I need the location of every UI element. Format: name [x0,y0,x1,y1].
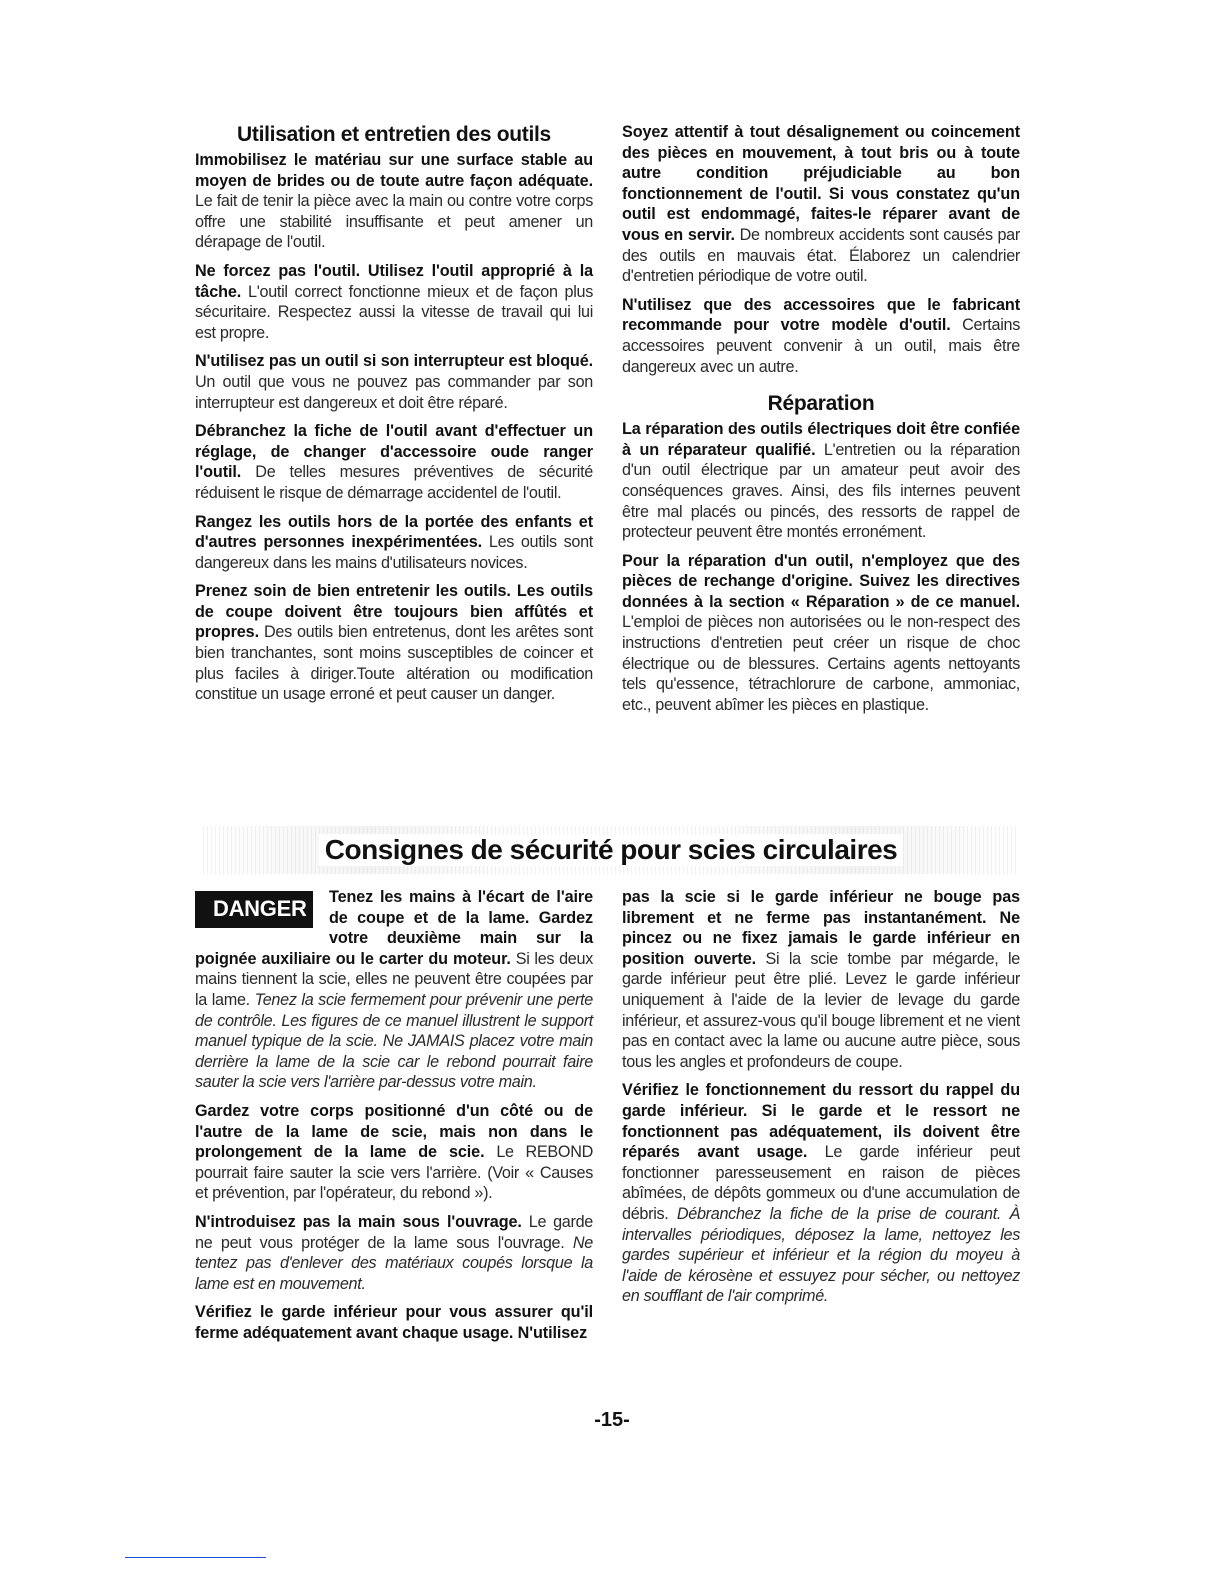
paragraph-keep-hands-clear: DANGER Tenez les mains à l'écart de l'aire de coupe et de la lame. Gardez votre deuxième main sur la poignée auxiliaire ou le carter du moteur. Si les deux mains tiennent la scie, elles ne peuvent être coupées par la lame. Tenez la scie fermement pour prévenir une perte de contrôle. Les figures de ce manuel illustrent le support manuel typique de la scie. Ne JAMAIS placez votre main derrière la lame de la scie car le rebond pourrait faire sauter la scie vers l'arrière par-dessus votre main. [195,888,594,1092]
danger-label-wrap [195,891,313,928]
tools-care-column-left [195,122,593,713]
paragraph-qualified-repair: La réparation des outils électriques doit être confiée à un réparateur qualifié. L'entretien ou la réparation d'un outil électrique par un amateur peut avoir des conséquences graves. Ainsi, des fils internes peuvent être mal placés ou pincés, des ressorts de rappel de protecteur peuvent être montés erronément. [622,420,1020,542]
paragraph-check-lower-guard-continued: pas la scie si le garde inférieur ne bouge pas librement et ne ferme pas instantanément. Ne pincez ou ne fixez jamais le garde inférieur en position ouverte. Si la scie tombe par mégarde, le garde inférieur peut être plié. Levez le garde inférieur uniquement à l'aide de la levier de levage du garde inférieur, et assurez-vous qu'il bouge librement et ne vient pas en contact avec la lame ou aucune autre pièce, sous tous les angles et profondeurs de coupe. [622,888,1020,1071]
page-number: -15- [594,1409,630,1431]
section-banner [203,826,1019,874]
paragraph-immobilize: Immobilisez le matériau sur une surface stable au moyen de brides ou de toute autre façon adéquate. Le fait de tenir la pièce avec la main ou contre votre corps offre une stabilité insuffisante et peut amener un dérapage de l'outil. [195,151,593,252]
paragraph-switch-blocked: N'utilisez pas un outil si son interrupteur est bloqué. Un outil que vous ne pouvez pas commander par son interrupteur est dangereux et doit être réparé. [195,352,593,412]
paragraph-body-position: Gardez votre corps positionné d'un côté ou de l'autre de la lame de scie, mais non dans le prolongement de la lame de scie. Le REBOND pourrait faire sauter la scie vers l'arrière. (Voir « Causes et prévention, par l'opérateur, du rebond »). [195,1101,593,1203]
paragraph-maintain-tools: Prenez soin de bien entretenir les outils. Les outils de coupe doivent être toujours bien affûtés et propres. Des outils bien entretenus, dont les arêtes sont bien tranchantes, sont moins susceptibles de coincer et plus faciles à diriger.Toute altération ou modification constitue un usage erroné et peut causer un danger. [195,582,593,704]
danger-badge [195,891,313,928]
paragraph-hand-under-work: N'introduisez pas la main sous l'ouvrage. Le garde ne peut vous protéger de la lame sous l'ouvrage. Ne tentez pas d'enlever des matériaux coupés lorsque la lame est en mouvement. [195,1212,593,1293]
paragraph-misalignment: Soyez attentif à tout désalignement ou coincement des pièces en mouvement, à tout bris ou à toute autre condition préjudiciable au bon fonctionnement de l'outil. Si vous constatez qu'un outil est endommagé, faites-le réparer avant de vous en servir. De nombreux accidents sont causés par des outils en mauvais état. Élaborez un calendrier d'entretien périodique de votre outil. [622,123,1020,286]
footer-rule [125,1557,266,1558]
saw-safety-column-right [622,887,1020,1315]
saw-safety-column-left [195,887,593,1351]
banner-title: Consignes de sécurité pour scies circulaires [319,834,903,866]
danger-label: DANGER [213,896,307,922]
paragraph-accessories: N'utilisez que des accessoires que le fabricant recommande pour votre modèle d'outil. Certains accessoires peuvent convenir à un outil, mais être dangereux avec un autre. [622,295,1020,376]
section-title-repair: Réparation [767,392,875,416]
section-title-tools-care: Utilisation et entretien des outils [237,123,551,146]
paragraph-dont-force-tool: Ne forcez pas l'outil. Utilisez l'outil approprié à la tâche. L'outil correct fonctionne mieux et de façon plus sécuritaire. Respectez aussi la vitesse de travail qui lui est propre. [195,261,593,342]
paragraph-original-parts: Pour la réparation d'un outil, n'employez que des pièces de rechange d'origine. Suivez les directives données à la section « Réparation » de ce manuel. L'emploi de pièces non autorisées ou le non-respect des instructions d'entretien peut créer un risque de choc électrique ou de blessures. Certains agents nettoyants tels qu'essence, tétrachlorure de carbone, ammoniac, etc., peuvent abîmer les pièces en plastique. [622,551,1020,714]
paragraph-store-tools: Rangez les outils hors de la portée des enfants et d'autres personnes inexpérimentées. Les outils sont dangereux dans les mains d'utilisateurs novices. [195,512,593,572]
paragraph-guard-spring: Vérifiez le fonctionnement du ressort du rappel du garde inférieur. Si le garde et le ressort ne fonctionnent pas adéquatement, ils doivent être réparés avant usage. Le garde inférieur peut fonctionner paresseusement en raison de pièces abîmées, de dépôts gommeux ou d'une accumulation de débris. Débranchez la fiche de la prise de courant. À intervalles périodiques, déposez la lame, nettoyez les gardes supérieur et inférieur et la région du moyeu à l'aide de kérosène et essuyez pour sécher, ou nettoyez en soufflant de l'air comprimé. [622,1081,1020,1306]
paragraph-check-lower-guard: Vérifiez le garde inférieur pour vous assurer qu'il ferme adéquatement avant chaque usage. N'utilisez [195,1303,593,1342]
paragraph-unplug: Débranchez la fiche de l'outil avant d'effectuer un réglage, de changer d'accessoire oude ranger l'outil. De telles mesures préventives de sécurité réduisent le risque de démarrage accidentel de l'outil. [195,422,593,502]
tools-care-column-right [622,122,1020,723]
